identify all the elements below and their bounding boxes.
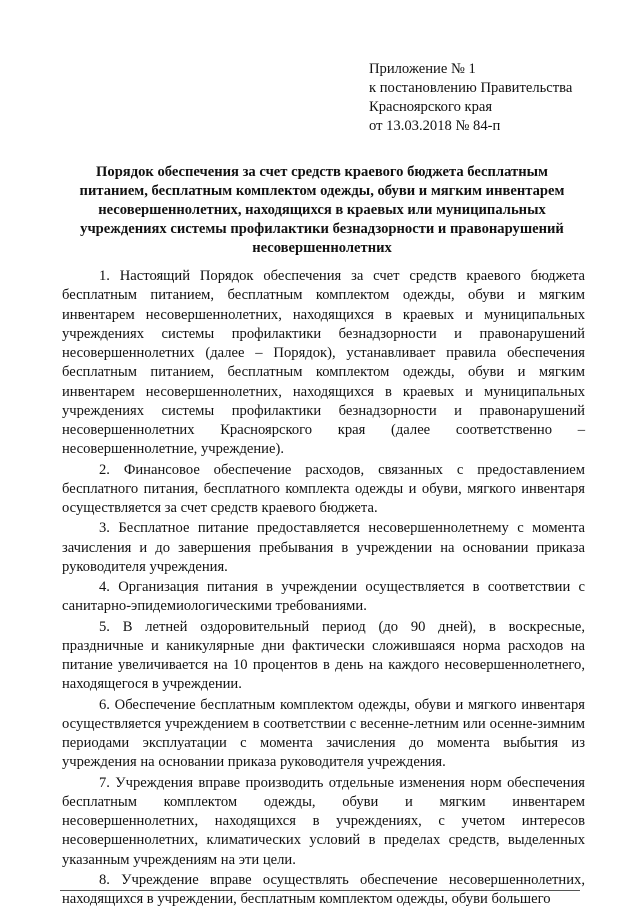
- appendix-number: Приложение № 1: [369, 61, 476, 77]
- appendix-reference: к постановлению Правительства: [369, 80, 573, 96]
- document-body: [62, 267, 585, 909]
- paragraph-3: 3. Бесплатное питание предоставляется несовершеннолетнему с момента зачисления и до завершения пребывания в учреждении на основании приказа руководителя учреждения.: [62, 520, 585, 575]
- page-bottom-line: [60, 890, 580, 891]
- paragraph-5: 5. В летней оздоровительный период (до 90 дней), в воскресные, праздничные и каникулярные дни фактически сложившаяся норма расходов на питание увеличивается на 10 процентов в день на каждого несовершеннолетнего, находящегося в учреждении.: [62, 618, 585, 693]
- appendix-region: Красноярского края: [369, 99, 493, 115]
- paragraph-6: 6. Обеспечение бесплатным комплектом одежды, обуви и мягкого инвентаря осуществляется учреждением в соответствии с весенне-летним или осенне-зимним периодами эксплуатации с момента зачисления до момента выбытия из учреждения на основании приказа руководителя учреждения.: [62, 696, 585, 771]
- document-title: Порядок обеспечения за счет средств краевого бюджета бесплатным питанием, бесплатным комплектом одежды, обуви и мягким инвентарем несовершеннолетних, находящихся в краевых или муниципальных учреждениях системы профилактики безнадзорности и правонарушений несовершеннолетних: [79, 164, 565, 256]
- appendix-header: [369, 60, 572, 136]
- paragraph-1: 1. Настоящий Порядок обеспечения за счет средств краевого бюджета бесплатным питанием, бесплатным комплектом одежды, обуви и мягким инвентарем несовершеннолетних, находящихся в краевых и муниципальных учреждениях системы профилактики безнадзорности и правонарушений несовершеннолетних (далее – Порядок), устанавливает правила обеспечения бесплатным питанием, бесплатным комплектом одежды, обуви и мягким инвентарем несовершеннолетних, находящихся в краевых и муниципальных учреждениях системы профилактики безнадзорности и правонарушений несовершеннолетних Красноярского края (далее соответственно – несовершеннолетние, учреждение).: [62, 268, 585, 458]
- appendix-date: от 13.03.2018 № 84-п: [369, 118, 501, 134]
- paragraph-7: 7. Учреждения вправе производить отдельные изменения норм обеспечения бесплатным комплектом одежды, обуви и мягким инвентарем несовершеннолетних, находящихся в учреждениях, с учетом интересов несовершеннолетних, климатических условий в пределах средств, выделенных указанным учреждениям на эти цели.: [62, 774, 585, 868]
- paragraph-2: 2. Финансовое обеспечение расходов, связанных с предоставлением бесплатного питания, бесплатного комплекта одежды и обуви, мягкого инвентаря осуществляется за счет средств краевого бюджета.: [62, 461, 585, 516]
- paragraph-8: 8. Учреждение вправе осуществлять обеспечение несовершеннолетних, находящихся в учреждении, бесплатным комплектом одежды, обуви большего: [62, 871, 585, 907]
- paragraph-4: 4. Организация питания в учреждении осуществляется в соответствии с санитарно-эпидемиологическими требованиями.: [62, 579, 585, 615]
